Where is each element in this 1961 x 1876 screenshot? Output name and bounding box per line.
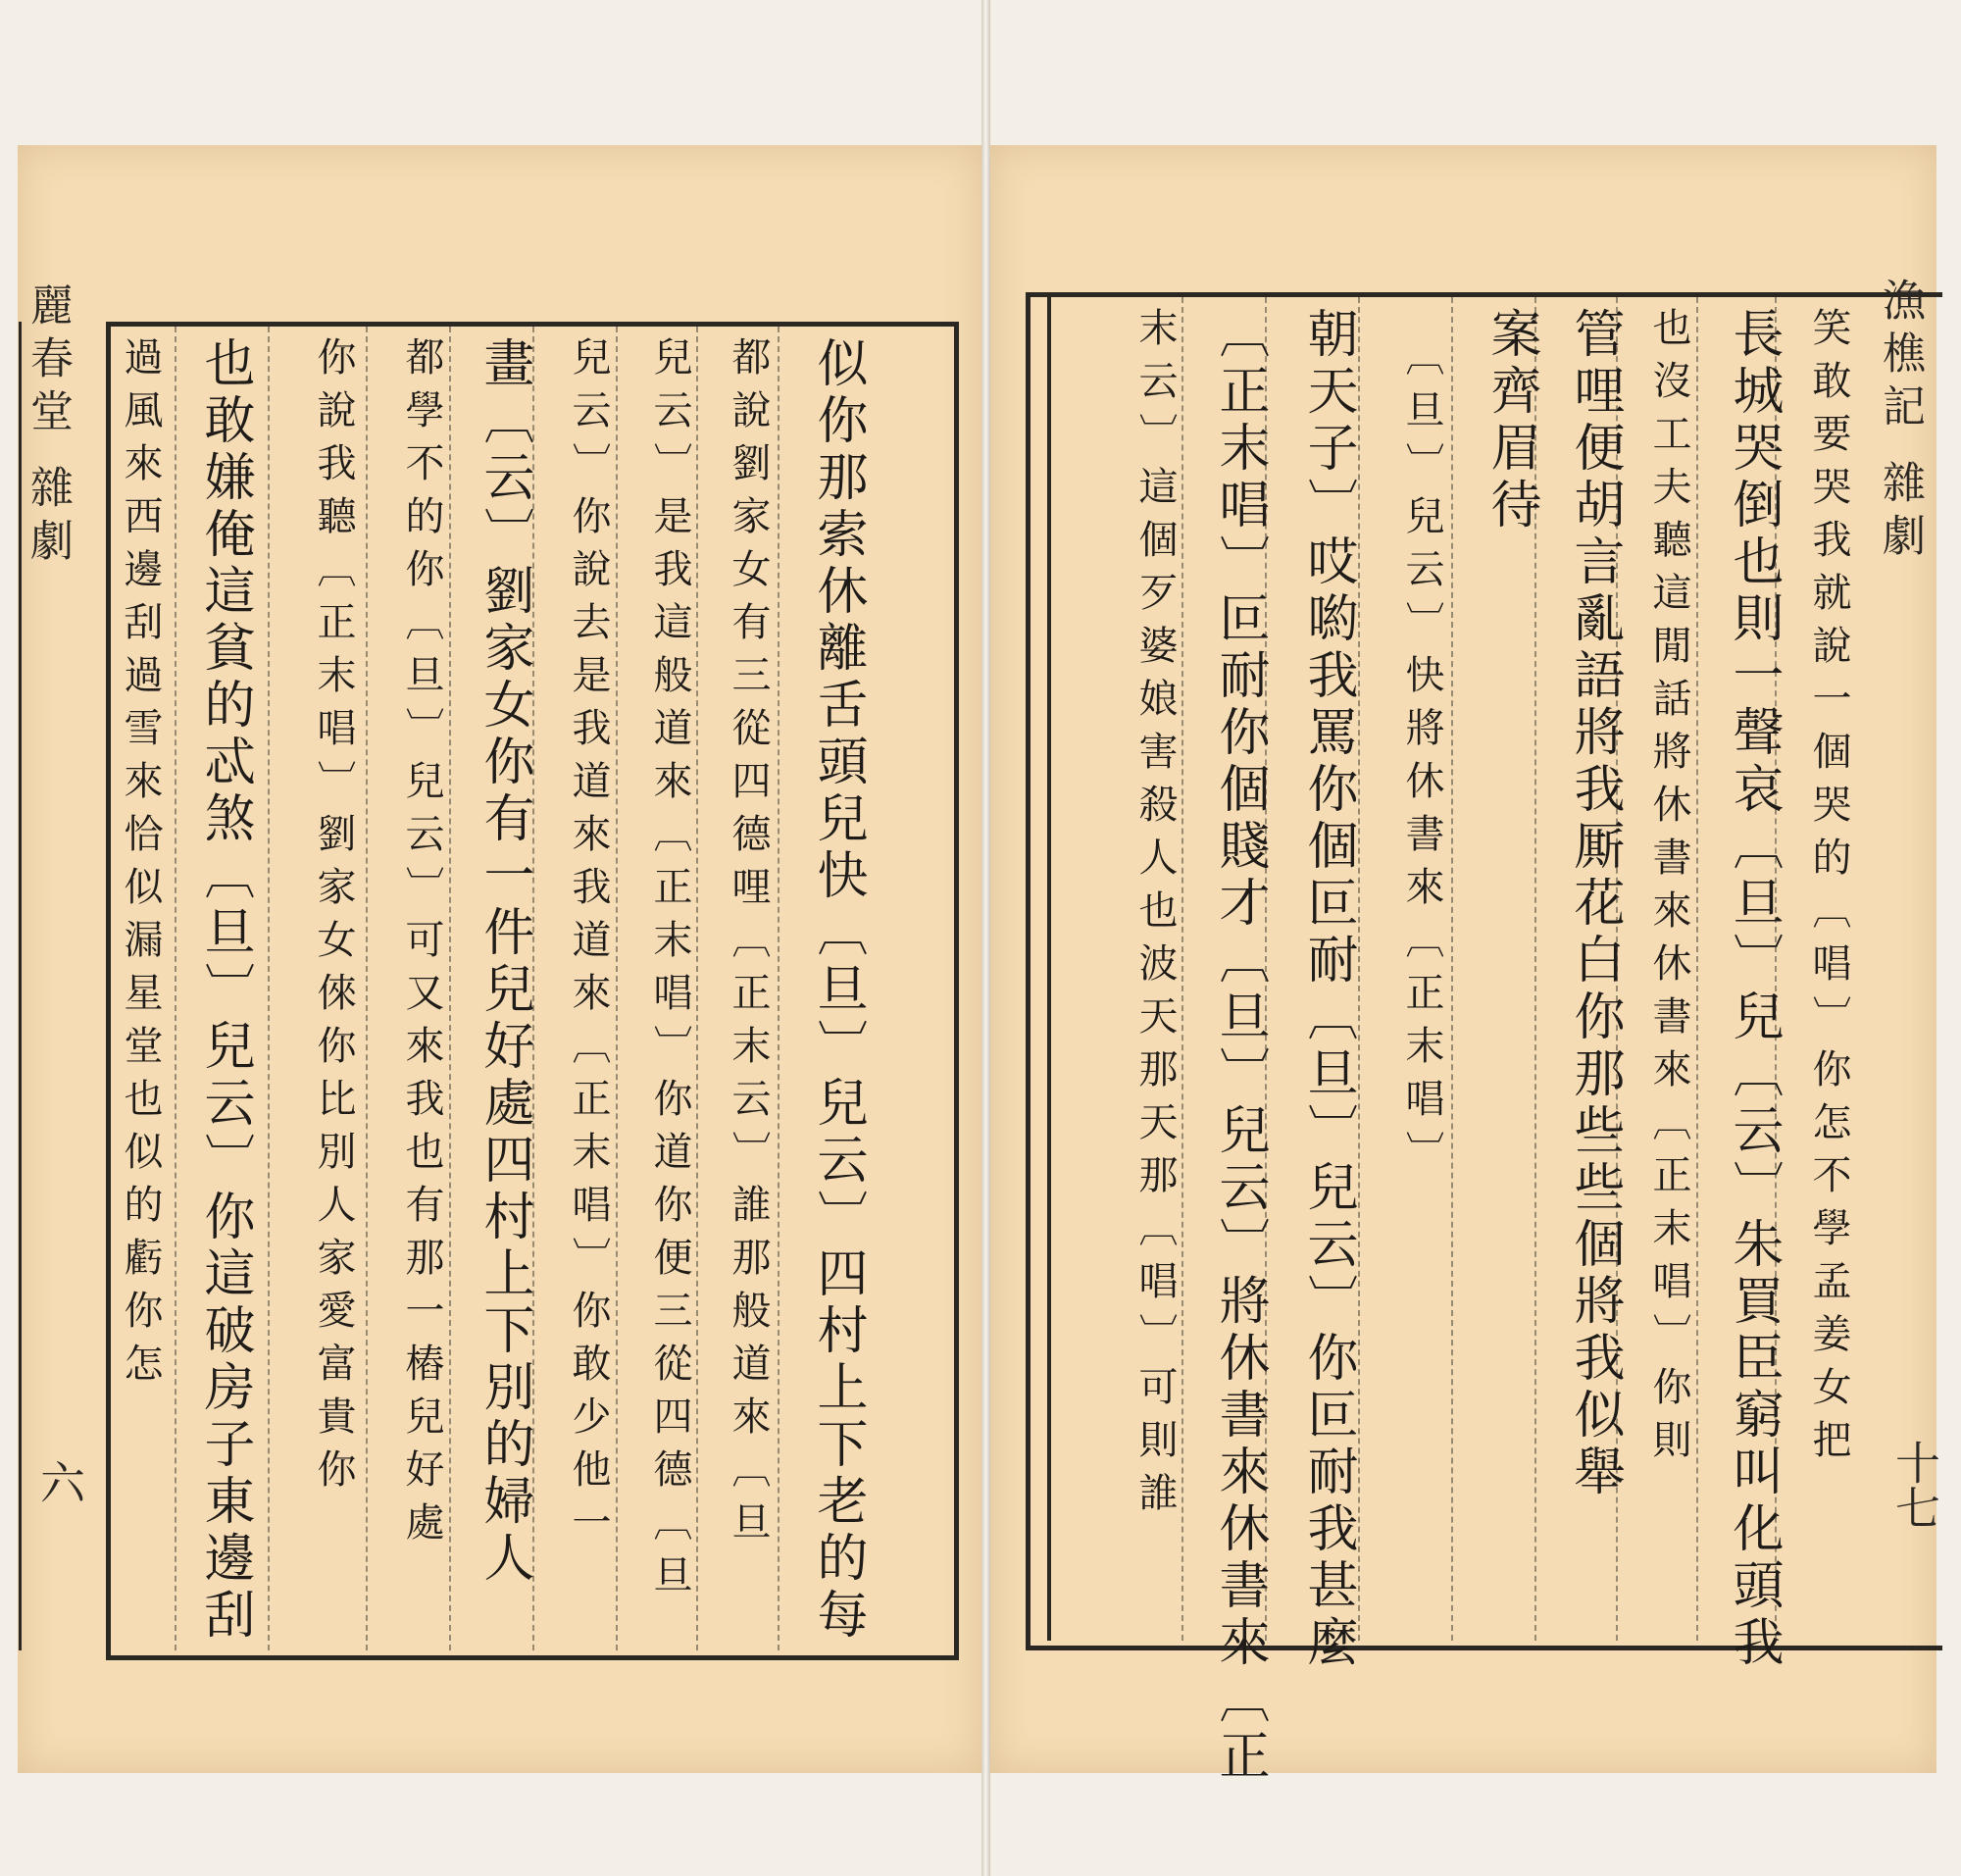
text-column-r2: 長城哭倒也則一聲哀〔旦〕兒〔云〕朱買臣窮叫化頭我	[1724, 307, 1783, 1672]
book-spine	[981, 0, 990, 1876]
right-margin-page-number: 十七	[1888, 1440, 1941, 1530]
text-column-r5: 案齊眉待	[1482, 307, 1540, 534]
column-rule	[1696, 297, 1699, 1641]
column-rule	[268, 327, 271, 1650]
column-rule	[1616, 297, 1619, 1641]
text-column-r6: 〔旦〕兒云〕快將休書來〔正末唱〕	[1399, 336, 1444, 1184]
text-column-l8: 也敢嫌俺這貧的忒煞〔旦〕兒云〕你這破房子東邊刮	[195, 336, 254, 1645]
text-column-r3: 也沒工夫聽這閒話將休書來休書來〔正末唱〕你則	[1646, 307, 1691, 1472]
left-margin-title: 麗春堂 雜劇	[23, 282, 73, 571]
left-page-inner-rule	[19, 322, 22, 1650]
text-column-r1: 笑敢要哭我就說一個哭的〔唱〕你怎不學孟姜女把	[1806, 307, 1851, 1472]
text-column-l9: 過風來西邊刮過雪來恰似漏星堂也似的虧你怎	[118, 336, 163, 1395]
text-column-l2: 都說劉家女有三從四德哩〔正末云〕誰那般道來〔旦	[726, 336, 771, 1554]
text-column-l5: 畫〔云〕劉家女你有一件兒好處四村上下別的婦人	[475, 336, 533, 1588]
column-rule	[1534, 297, 1537, 1641]
column-rule	[175, 327, 177, 1650]
text-column-r4: 管哩便胡言亂語將我厮花白你那些些個將我似舉	[1565, 307, 1624, 1501]
column-rule	[1182, 297, 1184, 1641]
column-rule	[366, 327, 369, 1650]
column-rule	[1451, 297, 1454, 1641]
column-rule	[616, 327, 619, 1650]
text-column-r9: 末云〕這個歹婆娘害殺人也波天那天那〔唱〕可則誰	[1132, 307, 1178, 1525]
column-rule	[1775, 297, 1778, 1641]
column-rule	[1265, 297, 1268, 1641]
right-page-inner-rule	[1047, 292, 1051, 1641]
text-column-l3: 兒云〕是我這般道來〔正末唱〕你道你便三從四德〔旦	[647, 336, 692, 1607]
text-column-r8: 〔正末唱〕叵耐你個賤才〔旦〕兒云〕將休書來休書來〔正	[1210, 307, 1269, 1786]
column-rule	[696, 327, 699, 1650]
left-margin-page-number: 六	[33, 1459, 86, 1504]
right-page	[990, 145, 1941, 1786]
column-rule	[1358, 297, 1361, 1641]
text-column-l4: 兒云〕你說去是我道來我道來〔正末唱〕你敢少他一	[566, 336, 611, 1554]
column-rule	[778, 327, 780, 1650]
right-margin-title: 漁樵記 雜劇	[1875, 278, 1925, 566]
text-column-l1: 似你那索休離舌頭兒快〔旦〕兒云〕四村上下老的每	[808, 336, 867, 1645]
column-rule	[449, 327, 452, 1650]
text-column-r7: 朝天子〕哎喲我罵你個叵耐〔旦〕兒云〕你叵耐我甚麼	[1298, 307, 1357, 1672]
column-rule	[532, 327, 535, 1650]
text-column-l7: 你說我聽〔正末唱〕劉家女倈你比別人家愛富貴你	[311, 336, 356, 1501]
left-page	[18, 145, 981, 1773]
text-column-l6: 都學不的你〔旦〕兒云〕可又來我也有那一樁兒好處	[399, 336, 444, 1554]
